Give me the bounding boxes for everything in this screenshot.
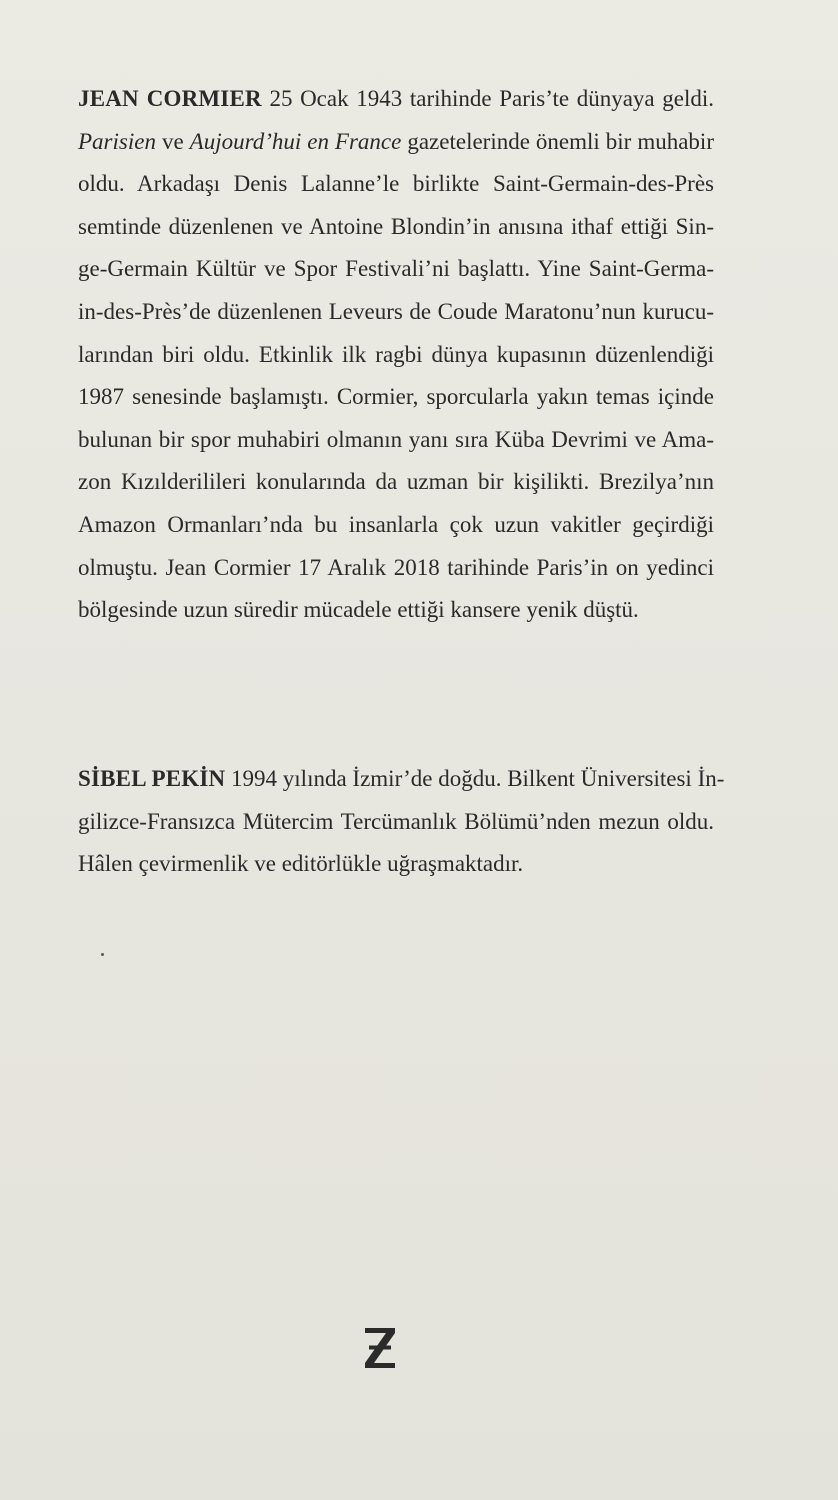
translator-name: SİBEL PEKİN bbox=[78, 766, 226, 791]
bio-line: 1987 senesinde başlamıştı. Cormier, sporcularla yakın temas içinde bbox=[78, 384, 714, 410]
bio-text: 1994 yılında İzmir’de doğdu. Bilkent Üniversitesi İn- bbox=[225, 766, 725, 791]
bio-jean-cormier bbox=[78, 78, 714, 632]
bio-text: ve bbox=[155, 128, 190, 154]
newspaper-title: Parisien bbox=[78, 128, 156, 154]
bio-line: Amazon Ormanları’nda bu insanlarla çok uzun vakitler geçirdiği bbox=[78, 511, 714, 537]
bio-line: semtinde düzenlenen ve Antoine Blondin’in anısına ithaf ettiği Sin- bbox=[78, 213, 714, 239]
bio-text: 25 Ocak 1943 tarihinde Paris’te dünyaya geldi. bbox=[261, 86, 714, 111]
z-publisher-logo-icon bbox=[362, 1326, 398, 1370]
bio-line bbox=[78, 78, 714, 121]
bio-line bbox=[78, 121, 714, 164]
page-speck bbox=[101, 953, 104, 956]
bio-line: bölgesinde uzun süredir mücadele ettiği kansere yenik düştü. bbox=[78, 597, 639, 623]
author-name: JEAN CORMIER bbox=[78, 86, 262, 111]
bio-line: ge-Germain Kültür ve Spor Festivali’ni başlattı. Yine Saint-Germa- bbox=[78, 256, 714, 282]
bio-line: in-des-Près’de düzenlenen Leveurs de Coude Maratonu’nun kurucu- bbox=[78, 298, 714, 324]
bio-line: larından biri oldu. Etkinlik ilk ragbi dünya kupasının düzenlendiği bbox=[78, 341, 714, 367]
bio-line: olmuştu. Jean Cormier 17 Aralık 2018 tarihinde Paris’in on yedinci bbox=[78, 554, 714, 580]
bio-sibel-pekin bbox=[78, 758, 725, 886]
bio-line: gilizce-Fransızca Mütercim Tercümanlık Bölümü’nden mezun oldu. bbox=[78, 808, 714, 834]
newspaper-title: Aujourd’hui en France bbox=[189, 128, 402, 154]
bio-line: bulunan bir spor muhabiri olmanın yanı sıra Küba Devrimi ve Ama- bbox=[78, 426, 714, 452]
bio-line: zon Kızılderilileri konularında da uzman bir kişilikti. Brezilya’nın bbox=[78, 469, 714, 495]
bio-line bbox=[78, 758, 725, 801]
bio-line: oldu. Arkadaşı Denis Lalanne’le birlikte Saint-Germain-des-Près bbox=[78, 171, 714, 197]
bio-text: gazetelerinde önemli bir muhabir bbox=[401, 128, 714, 154]
bio-line: Hâlen çevirmenlik ve editörlükle uğraşmaktadır. bbox=[78, 851, 524, 877]
